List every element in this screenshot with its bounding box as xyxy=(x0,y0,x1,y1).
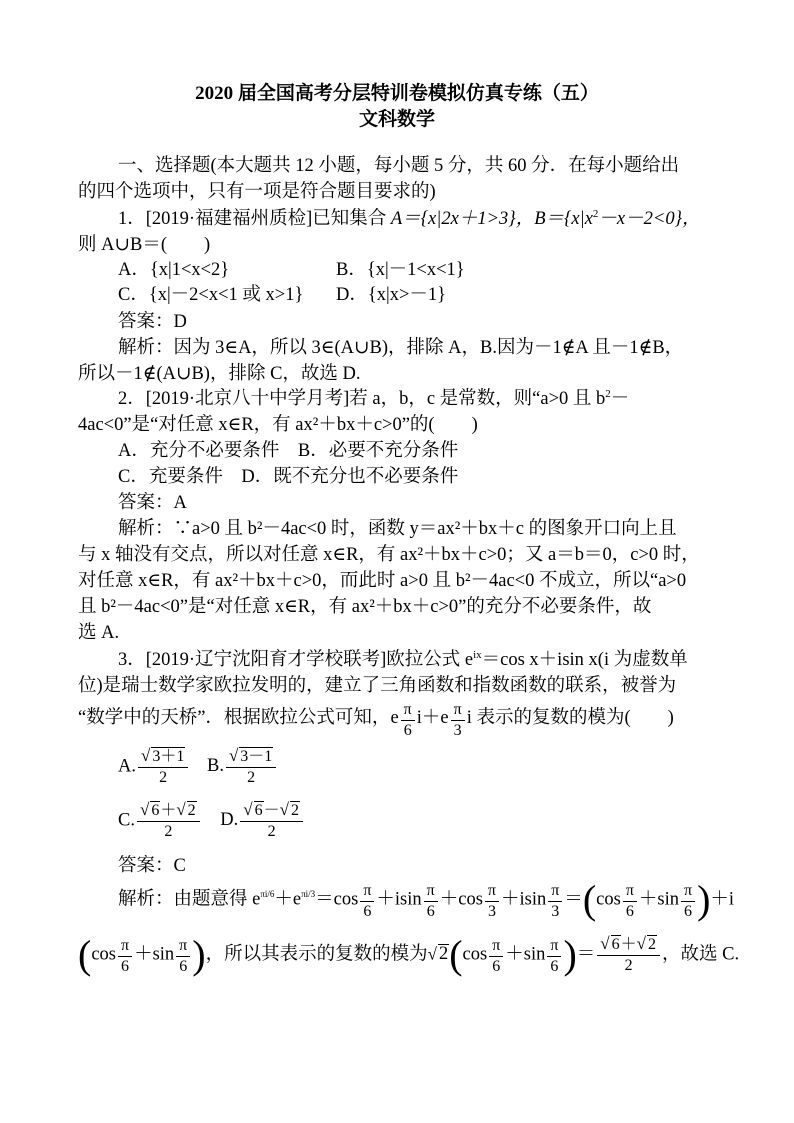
q3-exponent: ix xyxy=(473,648,482,661)
q3-option-d-sqrt6: 6 xyxy=(254,802,263,819)
q2-stem: 2．[2019·北京八十中学月考]若 a，b，c 是常数，则“a>0 且 $b^2-$ xyxy=(118,387,630,409)
q3-options-cd xyxy=(118,800,305,852)
q2-explanation-line2: 与 x 轴没有交点，所以对任意 x∈R，有 ax²＋bx＋c>0；又 a＝b＝0，c>0 时， xyxy=(78,545,700,565)
q3-expl2-pi-d: π xyxy=(547,936,561,957)
q3-expl2-pi-c: π xyxy=(489,936,503,957)
q1-set-b-pre: B＝{x|x xyxy=(534,209,593,229)
q3-option-d-denominator: 2 xyxy=(267,823,276,840)
q3-expl-pi-a: π xyxy=(360,881,374,902)
q3-option-c-label: C. xyxy=(118,810,135,831)
q3-expl-isin-1: ＋isin xyxy=(376,889,422,910)
q3-i-1: i xyxy=(416,708,422,728)
q3-expl-pi-f: π xyxy=(681,881,695,902)
q1-stem-prefix: 1．[2019·福建福州质检]已知集合 xyxy=(118,209,391,229)
q3-option-b-denominator: 2 xyxy=(247,769,256,786)
q3-expl-six-a: 6 xyxy=(363,903,372,921)
q3-fraction-pi-3 xyxy=(451,700,465,741)
q3-plus: ＋ xyxy=(421,708,441,728)
q3-expl-three-b: 3 xyxy=(551,903,560,921)
q2-stem-pre: 2．[2019·北京八十中学月考]若 a，b，c 是常数，则“a>0 且 b xyxy=(118,389,606,409)
section-heading-line1: 一、选择题(本大题共 12 小题，每小题 5 分，共 60 分．在每小题给出 xyxy=(118,156,680,176)
q3-expl2-sin-1: ＋sin xyxy=(134,944,175,965)
q3-e-1: e xyxy=(390,708,399,728)
q3-option-d-fraction: $\frac{√ 6-√ 2}{2}$ xyxy=(240,800,303,842)
q3-expl-cos-2: ＋cos xyxy=(439,889,483,910)
q3-expl-six-b: 6 xyxy=(426,903,435,921)
q3-expl-eq: ＝ xyxy=(564,889,583,910)
q3-expl2-sqrt6: 6 xyxy=(611,936,620,953)
q3-option-a-denominator: 2 xyxy=(159,769,168,786)
q3-expl2-end: ，故选 C. xyxy=(661,944,740,965)
q3-expl-cos-1: ＝cos xyxy=(315,889,359,910)
q3-option-d-sqrt2: 2 xyxy=(291,802,299,819)
q3-stem-line2: 位)是瑞士数学家欧拉发明的，建立了三角函数和指数函数的联系，被誉为 xyxy=(78,676,677,696)
q3-option-b-fraction: $\frac{√ 3-1}{2}$ xyxy=(226,746,276,788)
q3-expl-e: e xyxy=(292,889,302,910)
q1-option-b: B．{x|－1<x<1} xyxy=(336,260,465,280)
q3-expl2-six-c: 6 xyxy=(492,958,501,976)
q3-option-c-sqrt2: 2 xyxy=(187,802,196,819)
q3-stem-line1 xyxy=(118,648,688,672)
q3-expl-pi-c: π xyxy=(485,881,499,902)
q3-expl-pi-e: π xyxy=(623,881,637,902)
q1-set-b-post: －x－2<0}， xyxy=(598,209,701,229)
q1-option-d: D．{x|x>－1} xyxy=(336,285,447,305)
q2-explanation-line4: 且 b²－4ac<0”是“对任意 x∈R，有 ax²＋bx＋c>0”的充分不必要条件，故 xyxy=(78,597,652,617)
q3-option-c-fraction: $\frac{√ 6+√ 2}{2}$ xyxy=(137,800,200,842)
q1-explanation-line1: 解析：因为 3∈A，所以 3∈(A∪B)，排除 A，B.因为－1∉A 且－1∉B， xyxy=(118,338,684,358)
q3-expl-sin-1: ＋sin xyxy=(638,889,679,910)
q2-explanation-line1: 解析：∵a>0 且 b²－4ac<0 时，函数 y＝ax²＋bx＋c 的图象开口向上且 xyxy=(118,519,677,539)
q3-expl-plus-i: ＋i xyxy=(710,889,735,910)
q1-option-c: C．{x|－2<x<1 或 x>1} xyxy=(118,285,304,305)
q3-option-a-fraction: $\frac{√ 3+1}{2}$ xyxy=(138,746,188,788)
q3-pi-2: π xyxy=(451,700,465,721)
q3-expl2-op: ＋ xyxy=(620,936,637,953)
q3-option-b-label: B. xyxy=(206,756,224,777)
q3-option-b-numerator: 3－1 xyxy=(240,748,273,765)
q3-expl-six-d: 6 xyxy=(684,903,693,921)
q3-expl-three-a: 3 xyxy=(487,903,496,921)
q3-option-d-op: － xyxy=(263,802,280,819)
q3-expl2-eq: ＝ xyxy=(576,944,596,965)
q3-option-d-label: D. xyxy=(220,810,239,831)
q3-option-c-denominator: 2 xyxy=(164,823,173,840)
q3-six-1: 6 xyxy=(403,722,412,739)
q1-option-a: A．{x|1<x<2} xyxy=(118,260,230,280)
q1-stem-line2: 则 A∪B＝( ) xyxy=(78,235,211,255)
document-title: 2020 届全国高考分层特训卷模拟仿真专练（五） xyxy=(195,83,599,104)
q3-expl2-sqrt2b: 2 xyxy=(647,936,656,953)
q3-stem-line3-pre: “数学中的天桥”．根据欧拉公式可知， xyxy=(78,708,391,728)
q3-three-1: 3 xyxy=(453,722,462,739)
q3-stem-text: 3．[2019·辽宁沈阳育才学校联考]欧拉公式 e xyxy=(118,650,474,670)
q3-expl-pi-b: π xyxy=(424,881,438,902)
q3-stem-line3-post: 表示的复数的模为( ) xyxy=(476,708,674,728)
q2-explanation-line5: 选 A. xyxy=(78,623,120,643)
q3-expl-plus: ＋ xyxy=(274,889,293,910)
q1-stem: 1．[2019·福建福州质检]已知集合 A＝{x|2x＋1>3}，$B=\{x|x^2-x-2<0\}$， xyxy=(118,207,701,229)
q2-stem-post: － xyxy=(610,389,630,409)
q2-stem-line2: 4ac<0”是“对任意 x∈R，有 ax²＋bx＋c>0”的( ) xyxy=(78,415,478,435)
q1-explanation-line2: 所以－1∉(A∪B)，排除 C，故选 D. xyxy=(78,364,361,384)
q3-expl2-pi-a: π xyxy=(118,936,132,957)
q2-explanation-line3: 对任意 x∈R，有 ax²＋bx＋c>0，而此时 a>0 且 b²－4ac<0 不成立，所以“a>0 xyxy=(78,571,687,591)
q3-expl2-sin-2: ＋sin xyxy=(505,944,546,965)
q3-expl2-six-d: 6 xyxy=(550,958,559,976)
document-subtitle: 文科数学 xyxy=(358,109,435,130)
q3-fraction-pi-6 xyxy=(401,700,415,741)
q3-option-c-sqrt6: 6 xyxy=(151,802,160,819)
q2-options-cd: C．充要条件 D．既不充分也不必要条件 xyxy=(118,467,459,487)
q3-option-a-numerator: 3＋1 xyxy=(152,748,185,765)
q2-options-ab: A．充分不必要条件 B．必要不充分条件 xyxy=(118,441,459,461)
q1-set-a: A＝{x|2x＋1>3}， xyxy=(390,209,535,229)
q3-options-ab xyxy=(118,746,278,798)
q3-expl2-mid: ，所以其表示的复数的模为 xyxy=(205,944,428,965)
q2-answer: 答案：A xyxy=(118,493,187,513)
q3-option-a-label: A. xyxy=(118,756,136,777)
q3-stem-post: ＝cos x＋isin x(i 为虚数单 xyxy=(481,650,688,670)
q3-pi-1: π xyxy=(401,700,415,721)
q3-e-2: e xyxy=(440,708,449,728)
q3-i-2: i xyxy=(466,708,472,728)
q3-expl-six-c: 6 xyxy=(625,903,634,921)
q3-expl2-sqrt2: 2 xyxy=(438,944,449,965)
q3-answer: 答案：C xyxy=(118,856,186,876)
q3-expl2-six-a: 6 xyxy=(121,958,130,976)
q3-expl2-six-b: 6 xyxy=(179,958,188,976)
q3-stem-line3 xyxy=(78,700,674,748)
q3-expl2-denominator: 2 xyxy=(624,957,633,974)
q1-answer: 答案：D xyxy=(118,312,187,332)
q3-expl-pi-d: π xyxy=(548,881,562,902)
q3-expl2-result-fraction: $\frac{√ 6+√ 2}{2}$ xyxy=(597,934,660,976)
q3-expl2-pi-b: π xyxy=(176,936,190,957)
q3-expl-isin-2: ＋isin xyxy=(500,889,547,910)
q3-explanation-line2: (cos $\frac{\pi}{6}$ ＋sin $\frac{\pi}{6}$ )，所以其表示的复数的模为√ 2(cos $\frac{\pi}{6}$ ＋sin $\frac{\pi}{6}$ )＝ $\frac{√ 6+√ 2}{2}$ ，故选 C. xyxy=(78,932,740,977)
q3-option-c-op: ＋ xyxy=(160,802,177,819)
section-heading-line2: 的四个选项中，只有一项是符合题目要求的) xyxy=(78,182,436,202)
q3-explanation-line1: 解析：由题意得 $e^{\pi i/6}+e^{\pi i/3}=\cos$ $\frac{\pi}{6}$ ＋isin $\frac{\pi}{6}$ ＋cos $\frac{\pi}{3}$ ＋isin $\frac{\pi}{3}$ ＝(cos $\frac{\pi}{6}$ ＋sin $\frac{\pi}{6}$ )＋i xyxy=(118,877,735,922)
q3-expl-prefix: 解析：由题意得 e xyxy=(118,889,261,910)
